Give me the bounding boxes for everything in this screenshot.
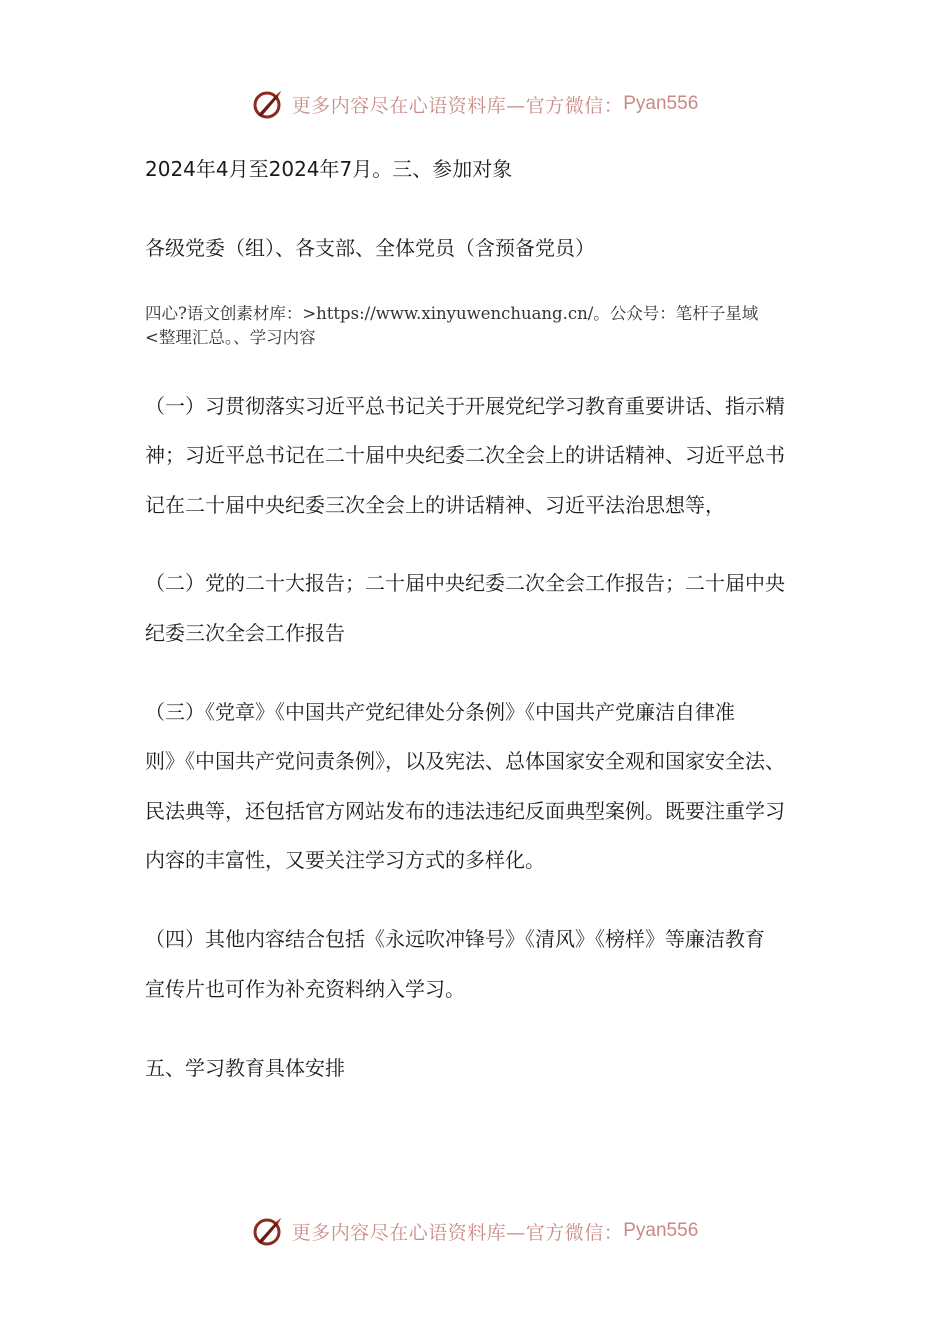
content-item-1-line-1: （一）习贯彻落实习近平总书记关于开展党纪学习教育重要讲话、指示精 (145, 394, 785, 418)
pen-logo-icon (252, 87, 286, 121)
watermark-id: Pyan556 (623, 1220, 699, 1241)
content-item-4-line-1: （四）其他内容结合包括《永远吹冲锋号》《清风》《榜样》等廉洁教育 (145, 927, 765, 951)
content-item-3-line-4: 内容的丰富性，又要关注学习方式的多样化。 (145, 848, 545, 872)
content-item-3-line-1: （三）《党章》《中国共产党纪律处分条例》《中国共产党廉洁自律准 (145, 700, 735, 724)
watermark-text: 更多内容尽在心语资料库—官方微信： (291, 1221, 624, 1244)
paragraph-time-range: 2024年4月至2024年7月。三、参加对象 (145, 157, 513, 181)
paragraph-participants: 各级党委（组）、各支部、全体党员（含预备党员） (145, 236, 595, 260)
content-item-2-line-1: （二）党的二十大报告；二十届中央纪委二次全会工作报告；二十届中央 (145, 571, 785, 595)
watermark-text: 更多内容尽在心语资料库—官方微信： (291, 94, 624, 117)
content-item-4-line-2: 宣传片也可作为补充资料纳入学习。 (145, 977, 465, 1001)
content-item-3-line-2: 则》《中国共产党问责条例》，以及宪法、总体国家安全观和国家安全法、 (145, 749, 785, 773)
source-note-line-2: <整理汇总。、学习内容 (145, 328, 316, 347)
watermark-id: Pyan556 (623, 93, 699, 114)
watermark-header (0, 84, 950, 124)
pen-logo-icon (252, 1214, 286, 1248)
content-item-3-line-3: 民法典等，还包括官方网站发布的违法违纪反面典型案例。既要注重学习 (145, 799, 785, 823)
content-item-1-line-3: 记在二十届中央纪委三次全会上的讲话精神、习近平法治思想等， (145, 493, 725, 517)
content-item-2-line-2: 纪委三次全会工作报告 (145, 621, 345, 645)
source-note-line-1: 四心?语文创素材库：>https://www.xinyuwenchuang.cn/。公众号：笔杆子星域 (145, 304, 759, 323)
content-item-1-line-2: 神；习近平总书记在二十届中央纪委二次全会上的讲话精神、习近平总书 (145, 443, 785, 467)
section-heading-arrangement: 五、学习教育具体安排 (145, 1056, 345, 1080)
watermark-footer (0, 1211, 950, 1251)
